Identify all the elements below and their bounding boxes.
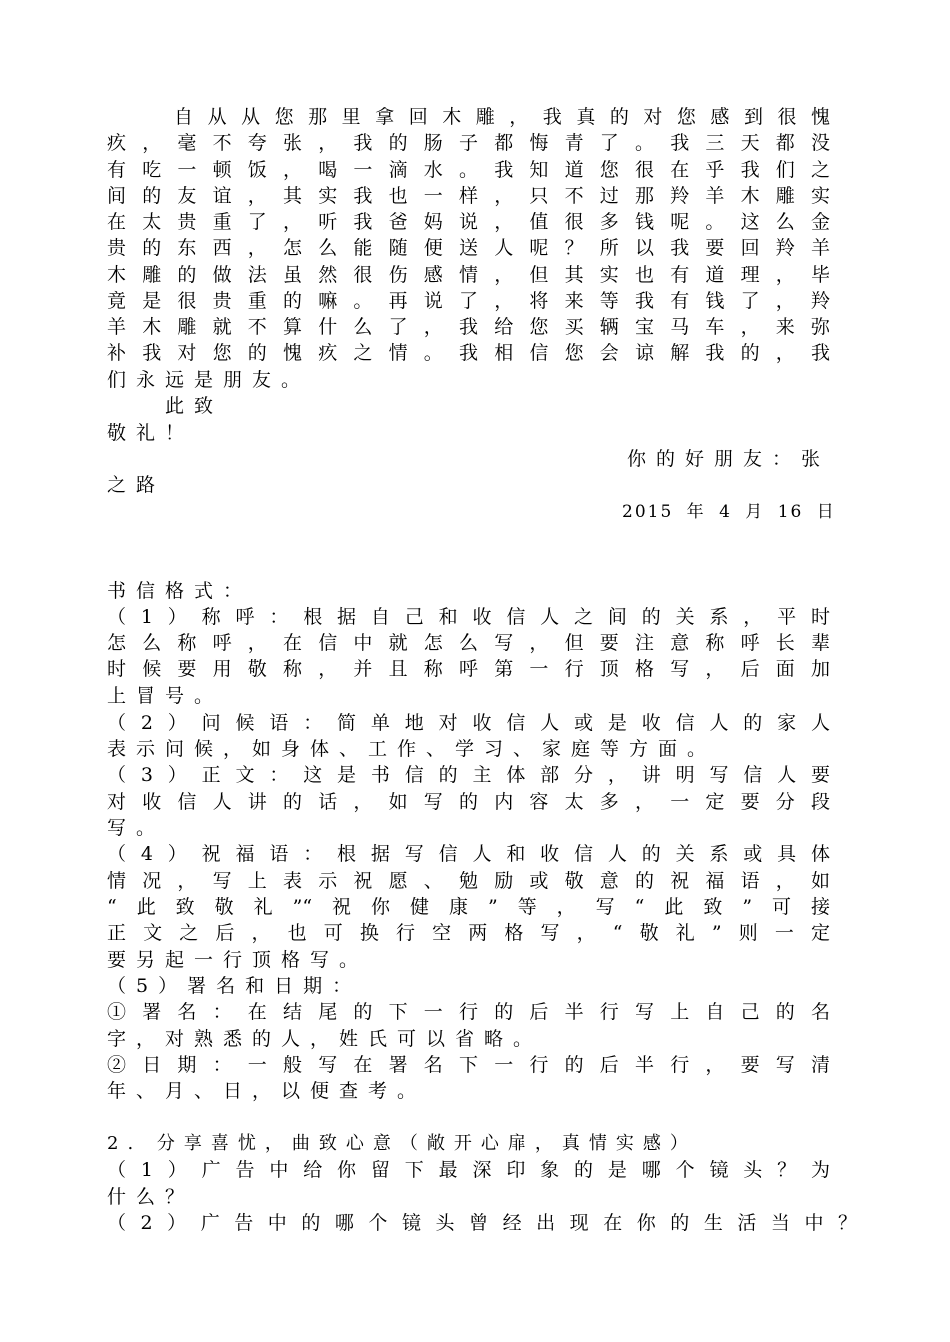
format-line: 怎么称呼，在信中就怎么写，但要注意称呼长辈 bbox=[107, 632, 830, 654]
section2-heading: 2. 分享喜忧，曲致心意（敞开心扉，真情实感） bbox=[107, 1133, 697, 1154]
letter-signature: 你的好朋友：张 bbox=[626, 448, 830, 470]
letter-line: 补我对您的愧疚之情。我相信您会谅解我的，我 bbox=[107, 342, 830, 364]
letter-line: 贵的东西，怎么能随便送人呢？所以我要回羚羊 bbox=[107, 237, 830, 259]
letter-signature-name: 之路 bbox=[107, 474, 166, 496]
letter-salutation: 敬礼！ bbox=[107, 422, 195, 444]
format-line: （4）祝福语：根据写信人和收信人的关系或具体 bbox=[107, 843, 830, 865]
letter-line: 竟是很贵重的嘛。再说了，将来等我有钱了，羚 bbox=[107, 290, 830, 312]
format-line: “此致敬礼”“祝你健康”等，写“此致”可接 bbox=[107, 896, 830, 918]
format-line: （3）正文：这是书信的主体部分，讲明写信人要 bbox=[107, 764, 830, 786]
format-line: ②日期：一般写在署名下一行的后半行，要写清 bbox=[107, 1054, 830, 1076]
letter-line: 羊木雕就不算什么了，我给您买辆宝马车，来弥 bbox=[107, 316, 830, 338]
format-line: 情况，写上表示祝愿、勉励或敬意的祝福语，如 bbox=[107, 870, 830, 892]
format-line: 写。 bbox=[107, 817, 166, 839]
letter-line: 木雕的做法虽然很伤感情，但其实也有道理，毕 bbox=[107, 264, 830, 286]
letter-line: 在太贵重了，听我爸妈说，值很多钱呢。这么金 bbox=[107, 211, 830, 233]
format-line: 年、月、日，以便查考。 bbox=[107, 1080, 427, 1102]
question-line: 什么？ bbox=[107, 1186, 195, 1208]
format-line: ①署名：在结尾的下一行的后半行写上自己的名 bbox=[107, 1001, 830, 1023]
format-line: （1）称呼：根据自己和收信人之间的关系，平时 bbox=[107, 606, 830, 628]
format-line: 要另起一行顶格写。 bbox=[107, 949, 369, 971]
format-line: 字，对熟悉的人，姓氏可以省略。 bbox=[107, 1028, 543, 1050]
letter-line: 们永远是朋友。 bbox=[107, 369, 311, 391]
question-line: （2）广告中的哪个镜头曾经出现在你的生活当中？ bbox=[107, 1212, 857, 1234]
format-line: （2）问候语：简单地对收信人或是收信人的家人 bbox=[107, 712, 830, 734]
format-line: 时候要用敬称，并且称呼第一行顶格写，后面加 bbox=[107, 658, 830, 680]
letter-line: 自从从您那里拿回木雕，我真的对您感到很愧 bbox=[107, 106, 830, 128]
format-line: 上冒号。 bbox=[107, 685, 224, 707]
format-line: 表示问候，如身体、工作、学习、家庭等方面。 bbox=[107, 738, 717, 760]
letter-line: 间的友谊，其实我也一样，只不过那羚羊木雕实 bbox=[107, 185, 830, 207]
question-line: （1）广告中给你留下最深印象的是哪个镜头？为 bbox=[107, 1159, 830, 1181]
format-line: （5）署名和日期： bbox=[107, 975, 362, 997]
format-heading: 书信格式： bbox=[107, 580, 253, 602]
letter-line: 有吃一顿饭，喝一滴水。我知道您很在乎我们之 bbox=[107, 159, 830, 181]
letter-line: 疚，毫不夸张，我的肠子都悔青了。我三天都没 bbox=[107, 132, 830, 154]
letter-date: 2015 年 4 月 16 日 bbox=[622, 502, 836, 522]
format-line: 正文之后，也可换行空两格写，“敬礼”则一定 bbox=[107, 922, 830, 944]
format-line: 对收信人讲的话，如写的内容太多，一定要分段 bbox=[107, 791, 830, 813]
letter-closing: 此致 bbox=[107, 395, 224, 417]
